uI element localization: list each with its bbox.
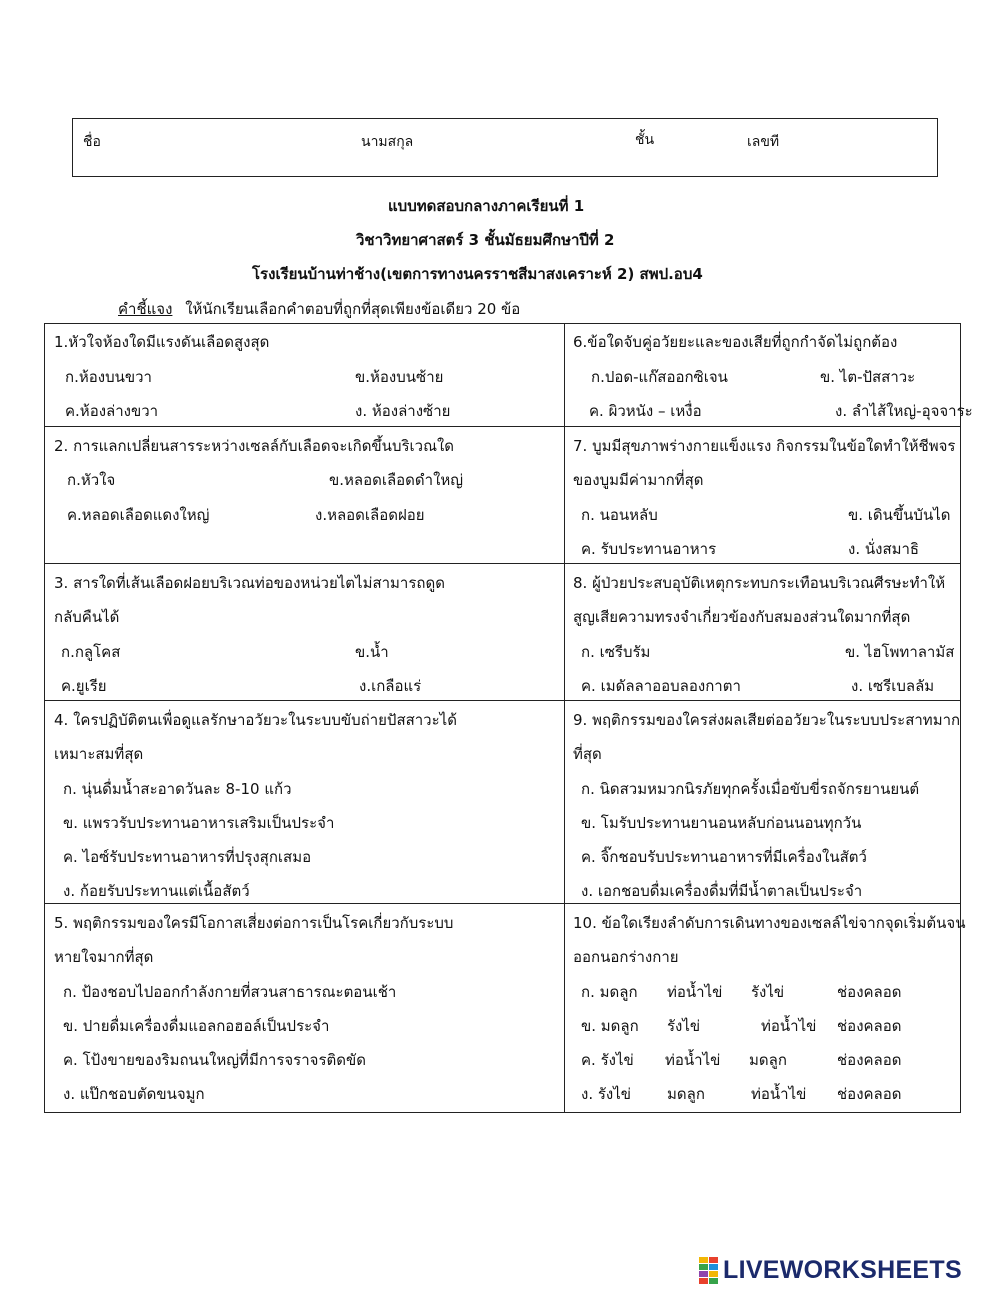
choice-b[interactable]: ข. ปายดื่มเครื่องดื่มแอลกอฮอล์เป็นประจำ (63, 1017, 330, 1035)
title-line-2: วิชาวิทยาศาสตร์ 3 ชั้นมัธยมศึกษาปีที่ 2 (356, 231, 615, 249)
choice-d[interactable]: ง. ลำไส้ใหญ่-อุจจาระ (835, 402, 973, 420)
choice-a[interactable]: ก.ปอด-แก๊สออกซิเจน (591, 368, 728, 386)
choice-c-step-4: ช่องคลอด (837, 1051, 902, 1069)
choice-c[interactable]: ค. โป้งขายของริมถนนใหญ่ที่มีการจราจรติดขัด (63, 1051, 366, 1069)
choice-a-step-2: ท่อน้ำไข่ (667, 983, 723, 1001)
table-divider (564, 324, 565, 1112)
choice-a-step-3: รังไข่ (751, 983, 785, 1001)
question-text-cont: ที่สุด (573, 745, 602, 763)
instruction (118, 297, 520, 321)
question-text: 3. สารใดที่เส้นเลือดฝอยบริเวณท่อของหน่วยไตไม่สามารถดูด (54, 574, 445, 592)
surname-label: นามสกุล (361, 134, 414, 150)
title-line-3: โรงเรียนบ้านท่าช้าง(เขตการทางนครราชสีมาสงเคราะห์ 2) สพป.อบ4 (252, 265, 703, 283)
row-divider (45, 903, 960, 904)
row-divider (45, 426, 960, 427)
choice-a[interactable]: ก.ห้องบนขวา (65, 368, 152, 386)
choice-c[interactable]: ค. รับประทานอาหาร (581, 540, 717, 558)
question-text: 6.ข้อใดจับคู่อวัยยะและของเสียที่ถูกกำจัดไม่ถูกต้อง (573, 333, 898, 351)
question-table (44, 323, 973, 1113)
choice-d[interactable]: ง. ก้อยรับประทานแต่เนื้อสัตว์ (63, 882, 250, 900)
choice-a[interactable]: ก.หัวใจ (67, 471, 116, 489)
choice-d[interactable]: ง.หลอดเลือดฝอย (315, 506, 425, 524)
choice-b[interactable]: ข.น้ำ (355, 643, 389, 661)
choice-c[interactable]: ค. จิ๊กชอบรับประทานอาหารที่มีเครื่องในสัตว์ (581, 848, 867, 866)
row-divider (45, 700, 960, 701)
choice-d[interactable]: ง. แป๊กชอบตัดขนจมูก (63, 1085, 205, 1103)
choice-a-step-4: ช่องคลอด (837, 983, 902, 1001)
choice-d[interactable]: ง. เอกชอบดื่มเครื่องดื่มที่มีน้ำตาลเป็นประจำ (581, 882, 863, 900)
class-label: ชั้น (635, 132, 655, 148)
liveworksheets-logo-icon (699, 1257, 719, 1285)
title-line-1: แบบทดสอบกลางภาคเรียนที่ 1 (388, 197, 585, 215)
choice-c[interactable]: ค. ผิวหนัง – เหงื่อ (589, 402, 702, 420)
name-label: ชื่อ (83, 134, 101, 150)
question-text: 9. พฤติกรรมของใครส่งผลเสียต่ออวัยวะในระบบประสาทมาก (573, 711, 961, 729)
choice-c[interactable]: ค.หลอดเลือดแดงใหญ่ (67, 506, 210, 524)
choice-c-step-2: ท่อน้ำไข่ (665, 1051, 721, 1069)
choice-b[interactable]: ข. ไต-ปัสสาวะ (820, 368, 916, 386)
question-text-cont: หายใจมากที่สุด (54, 948, 154, 966)
choice-a-step-1[interactable]: ก. มดลูก (581, 983, 638, 1001)
choice-d[interactable]: ง.เกลือแร่ (359, 677, 422, 695)
choice-a[interactable]: ก. นอนหลับ (581, 506, 658, 524)
choice-c[interactable]: ค. ไอซ์รับประทานอาหารที่ปรุงสุกเสมอ (63, 848, 312, 866)
choice-b[interactable]: ข. แพรวรับประทานอาหารเสริมเป็นประจำ (63, 814, 335, 832)
instruction-label: คำชี้แจง (118, 300, 173, 318)
question-text: 1.หัวใจห้องใดมีแรงดันเลือดสูงสุด (54, 333, 270, 351)
choice-d[interactable]: ง. นั่งสมาธิ (848, 540, 920, 558)
choice-d[interactable]: ง. เซรีเบลลัม (851, 677, 935, 695)
instruction-text: ให้นักเรียนเลือกคำตอบที่ถูกที่สุดเพียงข้อเดียว 20 ข้อ (185, 300, 521, 318)
choice-a[interactable]: ก. นิดสวมหมวกนิรภัยทุกครั้งเมื่อขับขี่รถจักรยานยนต์ (581, 780, 920, 798)
choice-b[interactable]: ข. โมรับประทานยานอนหลับก่อนนอนทุกวัน (581, 814, 862, 832)
question-text-cont: กลับคืนได้ (54, 608, 120, 626)
row-divider (45, 563, 960, 564)
choice-d-step-4: ช่องคลอด (837, 1085, 902, 1103)
question-text: 10. ข้อใดเรียงลำดับการเดินทางของเซลล์ไข่จากจุดเริ่มต้นจน (573, 914, 966, 932)
choice-c[interactable]: ค.ห้องล่างขวา (65, 402, 159, 420)
choice-a[interactable]: ก. เซรีบรัม (581, 643, 651, 661)
choice-b-step-1[interactable]: ข. มดลูก (581, 1017, 639, 1035)
question-text: 8. ผู้ป่วยประสบอุบัติเหตุกระทบกระเทือนบริเวณศีรษะทำให้ (573, 574, 946, 592)
student-info-box (72, 118, 938, 177)
choice-b-step-2: รังไข่ (667, 1017, 701, 1035)
choice-b[interactable]: ข.ห้องบนซ้าย (355, 368, 444, 386)
choice-c[interactable]: ค. เมดัลลาออบลองกาตา (581, 677, 741, 695)
choice-d-step-3: ท่อน้ำไข่ (751, 1085, 807, 1103)
brand-name[interactable]: LIVEWORKSHEETS (723, 1256, 962, 1284)
choice-b-step-3: ท่อน้ำไข่ (761, 1017, 817, 1035)
question-text: 7. บูมมีสุขภาพร่างกายแข็งแรง กิจกรรมในข้อใดทำให้ชีพจร (573, 437, 956, 455)
question-text: 2. การแลกเปลี่ยนสารระหว่างเซลล์กับเลือดจะเกิดขึ้นบริเวณใด (54, 437, 455, 455)
choice-a[interactable]: ก. นุ่นดื่มน้ำสะอาดวันละ 8-10 แก้ว (63, 780, 292, 798)
choice-d[interactable]: ง. ห้องล่างซ้าย (355, 402, 451, 420)
question-text-cont: เหมาะสมที่สุด (54, 745, 144, 763)
choice-d-step-1[interactable]: ง. รังไข่ (581, 1085, 632, 1103)
question-text-cont: ของบูมมีค่ามากที่สุด (573, 471, 704, 489)
choice-b[interactable]: ข. ไฮโพทาลามัส (845, 643, 955, 661)
choice-b[interactable]: ข. เดินขึ้นบันได (848, 506, 951, 524)
choice-b[interactable]: ข.หลอดเลือดดำใหญ่ (329, 471, 464, 489)
choice-a[interactable]: ก.กลูโคส (61, 643, 121, 661)
choice-d-step-2: มดลูก (667, 1085, 705, 1103)
choice-b-step-4: ช่องคลอด (837, 1017, 902, 1035)
choice-c[interactable]: ค.ยูเรีย (61, 677, 107, 695)
question-text-cont: ออกนอกร่างกาย (573, 948, 679, 966)
number-label: เลขที (747, 134, 780, 150)
question-text-cont: สูญเสียความทรงจำเกี่ยวข้องกับสมองส่วนใดมากที่สุด (573, 608, 911, 626)
choice-a[interactable]: ก. ป้องชอบไปออกกำลังกายที่สวนสาธารณะตอนเช้า (63, 983, 397, 1001)
choice-c-step-1[interactable]: ค. รังไข่ (581, 1051, 634, 1069)
question-text: 4. ใครปฏิบัติตนเพื่อดูแลรักษาอวัยวะในระบบขับถ่ายปัสสาวะได้ (54, 711, 457, 729)
question-text: 5. พฤติกรรมของใครมีโอกาสเสี่ยงต่อการเป็นโรคเกี่ยวกับระบบ (54, 914, 454, 932)
choice-c-step-3: มดลูก (749, 1051, 787, 1069)
